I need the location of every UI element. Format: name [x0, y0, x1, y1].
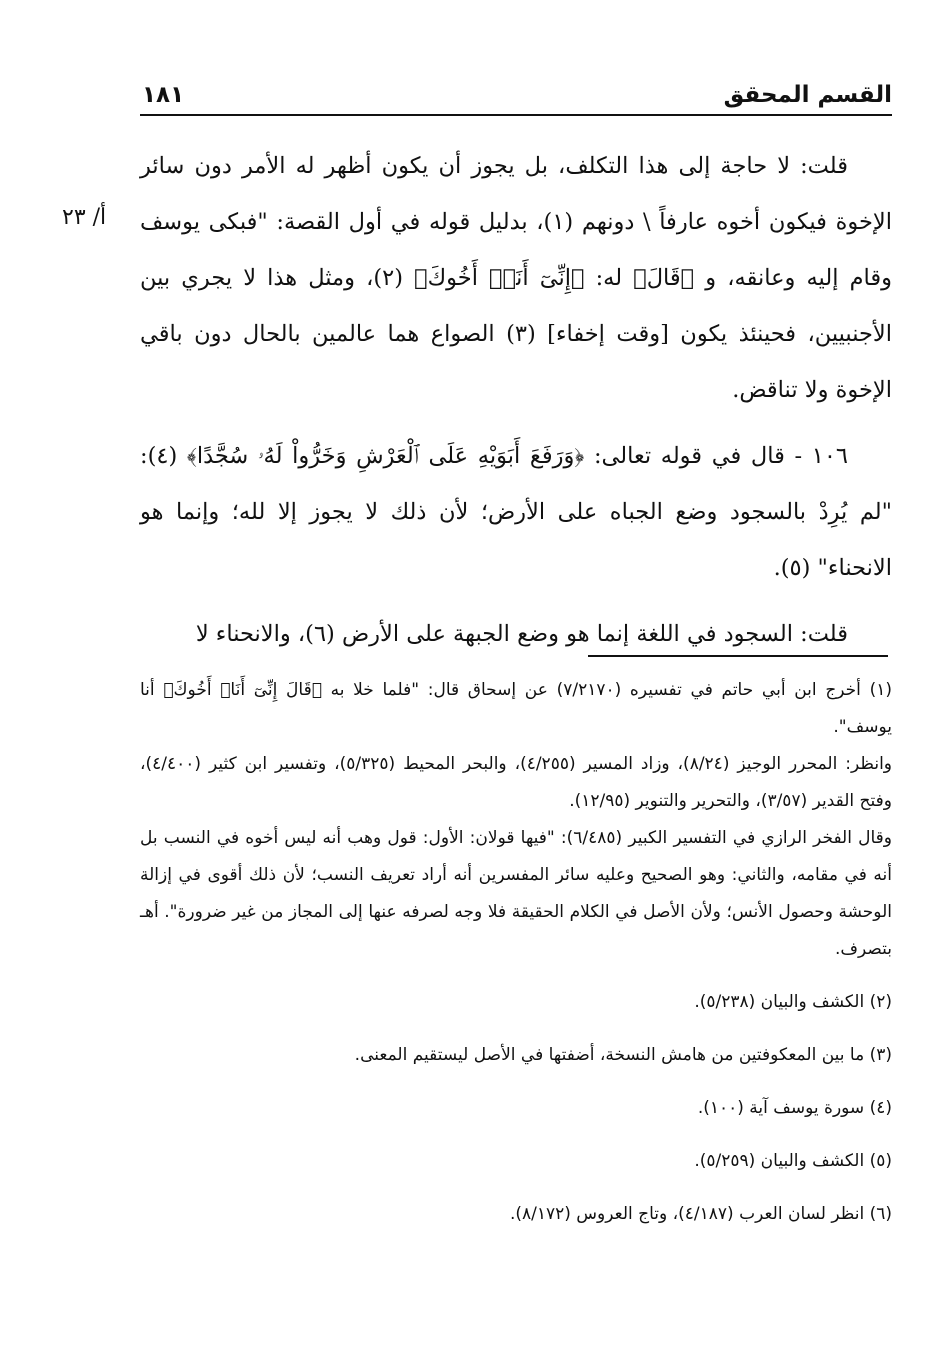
footnote-2: (٢) الكشف والبيان (٥/٢٣٨). — [694, 992, 892, 1012]
paragraph: قلت: السجود في اللغة إنما هو وضع الجبهة على الأرض (٦)، والانحناء لا — [195, 621, 848, 647]
manuscript-folio-note: أ/ ٢٣ — [62, 205, 107, 230]
footnote-6: (٦) انظر لسان العرب (٤/١٨٧)، وتاج العروس (٨/١٧٢). — [509, 1204, 892, 1224]
footnote-4: (٤) سورة يوسف آية (١٠٠). — [697, 1098, 892, 1118]
footnote-1-continued: وقال الفخر الرازي في التفسير الكبير (٦/٤٨٥): "فيها قولان: الأول: قول وهب أنه ليس أخوه في النسب بل أنه في مقامه، والثاني: وهو الصحيح وعليه سائر المفسرين أنه أراد تعريف النسب؛ لأن ذلك أقوى في إزالة الوحشة وحصول الأنس؛ ولأن الأصل في الكلام الحقيقة فلا وجه لصرفه عنها إلى المجاز من غير ضرورة". أهـ بتصرف. — [140, 828, 892, 959]
main-text — [140, 138, 892, 662]
paragraph: قلت: لا حاجة إلى هذا التكلف، بل يجوز أن يكون أظهر له الأمر دون سائر الإخوة فيكون أخوه عارفاً \ دونهم (١)، بدليل قوله في أول القصة: "فبكى يوسف وقام إليه وعانقه، و ﴿قَالَ﴾ له: ﴿إِنِّىٓ أَنَا۠ أَخُوكَ﴾ (٢)، ومثل هذا لا يجري بين الأجنبيين، فحينئذ يكون [وقت إخفاء] (٣) الصواع هما عالمين بالحال دون باقي الإخوة ولا تناقض. — [140, 153, 893, 403]
footnotes — [140, 672, 892, 1233]
footnote-3: (٣) ما بين المعكوفتين من هامش النسخة، أضفتها في الأصل ليستقيم المعنى. — [354, 1045, 892, 1065]
footnote-separator — [588, 655, 888, 657]
footnote-1: (١) أخرج ابن أبي حاتم في تفسيره (٧/٢١٧٠) عن إسحاق قال: "فلما خلا به ﴿قَالَ إِنِّىٓ أَنَا۠ أَخُوكَ﴾ أنا يوسف". — [140, 680, 892, 737]
footnote-5: (٥) الكشف والبيان (٥/٢٥٩). — [694, 1151, 892, 1171]
running-title: القسم المحقق — [723, 82, 892, 108]
footnote-1-continued: وانظر: المحرر الوجيز (٨/٢٤)، وزاد المسير (٤/٢٥٥)، والبحر المحيط (٥/٣٢٥)، وتفسير ابن كثير (٤/٤٠٠)، وفتح القدير (٣/٥٧)، والتحرير والتنوير (١٢/٩٥). — [140, 754, 892, 811]
paragraph: ١٠٦ - قال في قوله تعالى: ﴿وَرَفَعَ أَبَوَيْهِ عَلَى ٱلْعَرْشِ وَخَرُّواْ لَهُۥ سُجَّدًا﴾ (٤): "لم يُرِدْ بالسجود وضع الجباه على الأرض؛ لأن ذلك لا يجوز إلا لله؛ وإنما هو الانحناء" (٥). — [140, 443, 892, 581]
page-header — [140, 80, 892, 116]
page-number: ١٨١ — [142, 82, 185, 108]
